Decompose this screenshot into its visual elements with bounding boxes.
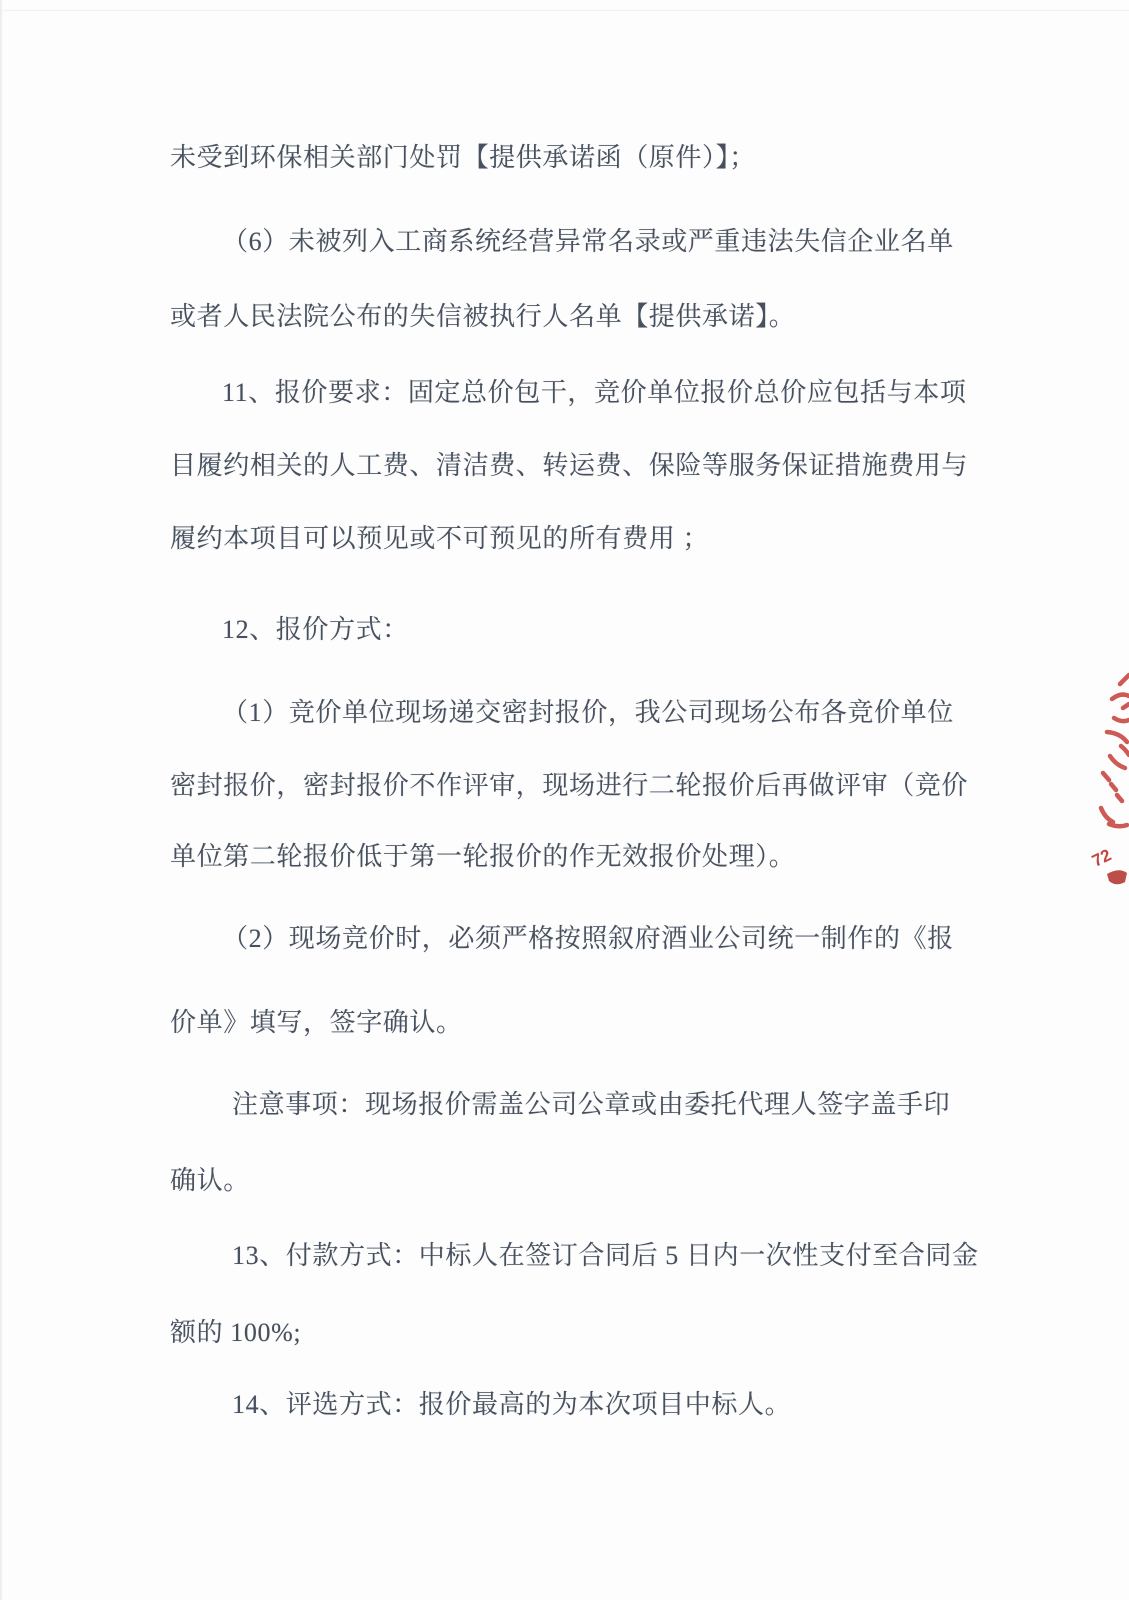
text-line: 目履约相关的人工费、清洁费、转运费、保险等服务保证措施费用与 <box>170 451 969 480</box>
text-line: （2）现场竞价时，必须严格按照叙府酒业公司统一制作的《报 <box>222 924 954 953</box>
text-line: （1）竞价单位现场递交密封报价，我公司现场公布各竞价单位 <box>222 698 954 727</box>
text-line: 或者人民法院公布的失信被执行人名单【提供承诺】。 <box>170 302 796 331</box>
scan-edge-top <box>0 10 1129 11</box>
scan-edge-left <box>0 0 3 1600</box>
text-line: 价单》填写，签字确认。 <box>170 1008 463 1037</box>
red-seal-strokes <box>1079 672 1129 887</box>
seal-blob-fragment <box>1107 870 1127 884</box>
text-line: 确认。 <box>170 1166 250 1195</box>
text-line: 履约本项目可以预见或不可预见的所有费用 ； <box>170 524 710 553</box>
seal-number-fragment: 72 <box>1088 845 1115 871</box>
text-line: 单位第二轮报价低于第一轮报价的作无效报价处理）。 <box>170 842 796 871</box>
text-line: 额的 100%; <box>170 1318 302 1347</box>
text-line: 12、报价方式： <box>222 615 409 644</box>
text-line: （6）未被列入工商系统经营异常名录或严重违法失信企业名单 <box>222 227 954 256</box>
text-line: 未受到环保相关部门处罚【提供承诺函（原件）】； <box>170 143 756 172</box>
text-line: 14、评选方式：报价最高的为本次项目中标人。 <box>232 1390 792 1419</box>
text-line: 注意事项：现场报价需盖公司公章或由委托代理人签字盖手印 <box>232 1090 951 1119</box>
text-line: 11、报价要求：固定总价包干，竞价单位报价总价应包括与本项 <box>222 378 967 407</box>
text-line: 密封报价，密封报价不作评审，现场进行二轮报价后再做评审（竞价 <box>170 771 969 800</box>
text-line: 13、付款方式：中标人在签订合同后 5 日内一次性支付至合同金 <box>232 1241 979 1270</box>
red-seal-fragment <box>1079 672 1129 887</box>
